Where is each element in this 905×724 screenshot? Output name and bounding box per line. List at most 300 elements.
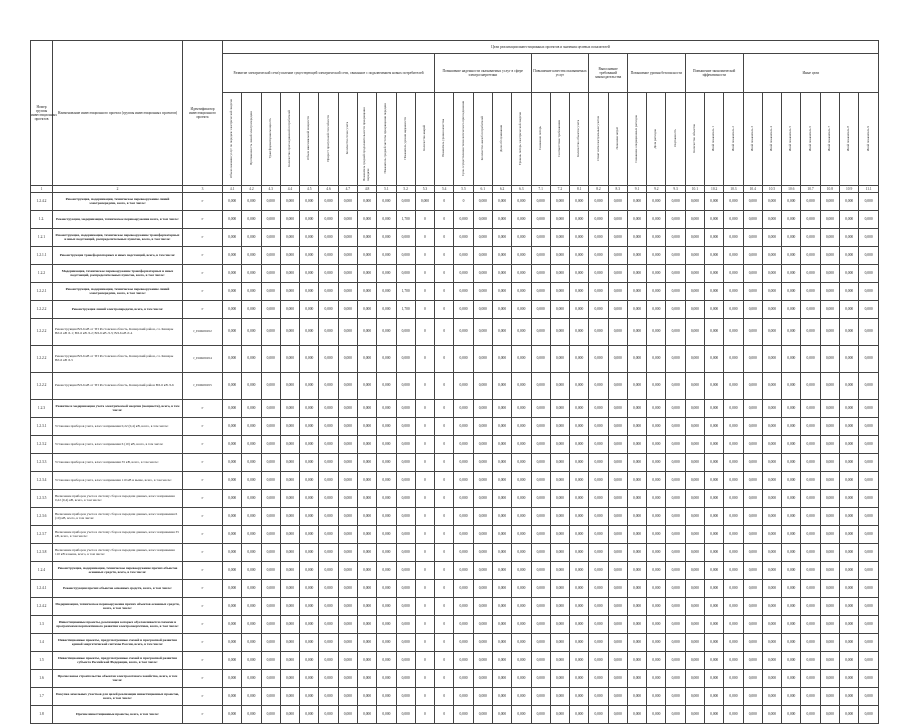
subcolumn-label: Снижение операционных расходов xyxy=(634,114,639,163)
row-value: 0 xyxy=(435,319,454,346)
row-value: 0,000 xyxy=(608,229,627,247)
row-value: 0,000 xyxy=(300,544,319,562)
row-value: 0,000 xyxy=(300,616,319,634)
row-value: 0,000 xyxy=(492,211,511,229)
row-value: 0,000 xyxy=(550,265,569,283)
row-value: 0,000 xyxy=(705,346,724,373)
row-value: 0,000 xyxy=(242,373,261,400)
row-value: 0,000 xyxy=(512,211,531,229)
row-value: 0,000 xyxy=(782,688,801,706)
row-value: 0,000 xyxy=(531,211,550,229)
row-value: 0,000 xyxy=(570,319,589,346)
row-value: 0,000 xyxy=(550,400,569,418)
row-value: 0,000 xyxy=(685,265,704,283)
row-code: 1.5 xyxy=(31,652,53,670)
row-value: 0,000 xyxy=(589,652,608,670)
row-value: 0,000 xyxy=(820,544,839,562)
row-value: 0,000 xyxy=(743,598,762,616)
row-value: 0,000 xyxy=(473,508,492,526)
row-value: 0,000 xyxy=(531,346,550,373)
row-identifier: Г xyxy=(183,418,223,436)
row-value: 0,000 xyxy=(242,706,261,724)
row-value: 0,000 xyxy=(570,346,589,373)
row-value: 0 xyxy=(435,526,454,544)
row-value: 0,000 xyxy=(724,436,743,454)
row-value: 0,000 xyxy=(685,319,704,346)
row-value: 0,000 xyxy=(242,616,261,634)
row-value: 0,000 xyxy=(570,706,589,724)
row-value: 0,000 xyxy=(801,652,820,670)
row-value: 0,000 xyxy=(647,283,666,301)
row-value: 0,000 xyxy=(647,319,666,346)
row-value: 0,000 xyxy=(743,229,762,247)
row-value: 0,000 xyxy=(762,688,781,706)
row-value: 0,000 xyxy=(492,229,511,247)
row-value: 0,000 xyxy=(338,229,357,247)
column-group-5: Повышение уровня безопасности xyxy=(627,54,685,93)
row-name: Реконструкция ВЛ-6 кВ от ТП Ростовская область, Кашарский район, сл. Кашары ВЛ-6 кВ Л-1; ВЛ-6 кВ Л-2; ВЛ-6 кВ Л-3; ВЛ-6 кВ Л-4 xyxy=(53,319,183,346)
row-value: 0,000 xyxy=(396,193,415,211)
subcolumn-header xyxy=(300,93,319,186)
row-value: 0,000 xyxy=(705,526,724,544)
row-value: 0,000 xyxy=(666,454,685,472)
row-value: 0,000 xyxy=(820,490,839,508)
column-number: 5.5 xyxy=(454,186,473,193)
row-value: 0,000 xyxy=(454,283,473,301)
column-number: 4.8 xyxy=(357,186,376,193)
row-identifier: Г xyxy=(183,598,223,616)
row-value: 0 xyxy=(435,454,454,472)
row-value: 0,000 xyxy=(724,454,743,472)
row-value: 0 xyxy=(435,652,454,670)
row-name: Инвестиционные проекты, предусмотренные схемой и программой развития субъекта Российской Федерации, всего, в том числе: xyxy=(53,652,183,670)
column-number: 6.2 xyxy=(492,186,511,193)
row-value: 0,000 xyxy=(280,454,299,472)
row-value: 0,000 xyxy=(589,616,608,634)
row-value: 0,000 xyxy=(338,247,357,265)
row-value: 0,000 xyxy=(666,616,685,634)
row-value: 0,000 xyxy=(608,490,627,508)
row-value: 0,000 xyxy=(743,688,762,706)
row-value: 0,000 xyxy=(782,283,801,301)
row-value: 0,000 xyxy=(454,580,473,598)
row-value: 0,000 xyxy=(627,490,646,508)
row-value: 0,000 xyxy=(454,454,473,472)
table-row xyxy=(31,373,879,400)
row-value: 0,000 xyxy=(338,265,357,283)
row-value: 0,000 xyxy=(724,283,743,301)
row-value: 0,000 xyxy=(512,562,531,580)
row-value: 0,000 xyxy=(261,598,280,616)
row-value: 0,000 xyxy=(801,436,820,454)
subcolumn-label: Количество присоединений потребителей xyxy=(287,109,292,167)
table-row xyxy=(31,454,879,472)
row-value: 0,000 xyxy=(840,247,859,265)
row-value: 0,000 xyxy=(782,193,801,211)
row-value: 0,000 xyxy=(570,193,589,211)
row-value: 0 xyxy=(435,211,454,229)
row-value: 0,000 xyxy=(377,706,396,724)
row-value: 0,000 xyxy=(531,634,550,652)
row-value: 0,000 xyxy=(801,688,820,706)
column-number: 10.4 xyxy=(743,186,762,193)
row-value: 0,000 xyxy=(762,544,781,562)
row-value: 1,700 xyxy=(396,283,415,301)
row-identifier: J_ПОК00452 xyxy=(183,319,223,346)
row-value: 0,000 xyxy=(589,472,608,490)
row-value: 0,000 xyxy=(570,634,589,652)
row-value: 0,000 xyxy=(512,670,531,688)
row-value: 0,000 xyxy=(338,211,357,229)
row-value: 0,000 xyxy=(377,436,396,454)
row-value: 0,000 xyxy=(357,346,376,373)
row-value: 0,000 xyxy=(319,454,338,472)
row-value: 0,000 xyxy=(782,418,801,436)
row-value: 0,000 xyxy=(357,526,376,544)
row-identifier: Г xyxy=(183,508,223,526)
row-value: 0 xyxy=(435,616,454,634)
subcolumn-header xyxy=(705,93,724,186)
row-value: 0,000 xyxy=(261,508,280,526)
row-value: 0,000 xyxy=(492,562,511,580)
row-value: 0,000 xyxy=(762,418,781,436)
row-value: 0,000 xyxy=(377,652,396,670)
row-value: 0,000 xyxy=(242,688,261,706)
subcolumn-header xyxy=(801,93,820,186)
row-value: 0,000 xyxy=(338,634,357,652)
subcolumn-label: Количество точек учета xyxy=(344,122,349,155)
row-value: 0,000 xyxy=(782,211,801,229)
row-value: 0,000 xyxy=(473,211,492,229)
row-value: 0,000 xyxy=(627,301,646,319)
subcolumn-label: Иной показатель 6 xyxy=(807,125,812,151)
subcolumn-header xyxy=(840,93,859,186)
row-value: 0,000 xyxy=(666,634,685,652)
row-value: 0,000 xyxy=(396,508,415,526)
row-value: 0,000 xyxy=(570,211,589,229)
row-value: 0,000 xyxy=(261,634,280,652)
row-value: 0,000 xyxy=(473,490,492,508)
row-value: 0,000 xyxy=(319,301,338,319)
row-name: Модернизация, техническое перевооружение трансформаторных и иных подстанций, распределительных пунктов, всего, в том числе: xyxy=(53,265,183,283)
column-number: 10.7 xyxy=(801,186,820,193)
row-value: 0,000 xyxy=(319,400,338,418)
row-value: 0,000 xyxy=(223,373,242,400)
row-value: 0,000 xyxy=(840,688,859,706)
row-value: 0,000 xyxy=(492,193,511,211)
row-value: 0 xyxy=(415,526,434,544)
row-value: 0 xyxy=(415,283,434,301)
row-value: 0,000 xyxy=(396,688,415,706)
row-value: 0,000 xyxy=(512,526,531,544)
row-value: 0,000 xyxy=(512,634,531,652)
row-value: 0,000 xyxy=(859,580,879,598)
row-value: 0,000 xyxy=(685,301,704,319)
row-value: 0,000 xyxy=(666,580,685,598)
subcolumn-label: Количество аварий xyxy=(422,125,427,152)
row-value: 0 xyxy=(435,265,454,283)
row-value: 0,000 xyxy=(782,598,801,616)
row-value: 0,000 xyxy=(261,265,280,283)
column-number: 5.2 xyxy=(396,186,415,193)
row-value: 0,000 xyxy=(261,688,280,706)
row-value: 0,000 xyxy=(724,373,743,400)
row-value: 0,000 xyxy=(396,247,415,265)
row-value: 0,000 xyxy=(647,490,666,508)
row-value: 0,000 xyxy=(319,616,338,634)
row-value: 0,000 xyxy=(512,544,531,562)
row-value: 0,000 xyxy=(801,265,820,283)
subcolumn-header xyxy=(531,93,550,186)
row-value: 0,000 xyxy=(762,652,781,670)
row-value: 0,000 xyxy=(666,301,685,319)
row-value: 0 xyxy=(435,688,454,706)
row-value: 0,000 xyxy=(743,562,762,580)
row-value: 0,000 xyxy=(223,562,242,580)
row-value: 0,000 xyxy=(531,193,550,211)
row-value: 0,000 xyxy=(512,283,531,301)
row-value: 0,000 xyxy=(396,562,415,580)
row-value: 0,000 xyxy=(396,652,415,670)
row-value: 0,000 xyxy=(357,436,376,454)
row-value: 0,000 xyxy=(820,526,839,544)
row-value: 0,000 xyxy=(473,373,492,400)
row-value: 0,000 xyxy=(801,490,820,508)
row-value: 0,000 xyxy=(280,283,299,301)
row-value: 0,000 xyxy=(570,526,589,544)
row-value: 0,000 xyxy=(647,229,666,247)
row-value: 0,000 xyxy=(319,265,338,283)
row-code: 1.2.3.6 xyxy=(31,508,53,526)
row-value: 0,000 xyxy=(319,319,338,346)
row-value: 0,000 xyxy=(685,418,704,436)
row-value: 0,000 xyxy=(801,508,820,526)
row-value: 0,000 xyxy=(859,418,879,436)
row-code: 1.2.3 xyxy=(31,400,53,418)
row-value: 0,000 xyxy=(492,454,511,472)
row-value: 0,000 xyxy=(608,346,627,373)
row-value: 0 xyxy=(435,301,454,319)
row-value: 0,000 xyxy=(377,211,396,229)
row-value: 0,000 xyxy=(705,400,724,418)
row-value: 0,000 xyxy=(705,562,724,580)
row-value: 0,000 xyxy=(859,490,879,508)
row-value: 0,000 xyxy=(705,544,724,562)
row-value: 0,000 xyxy=(261,526,280,544)
row-value: 0,000 xyxy=(531,454,550,472)
row-value: 0,000 xyxy=(570,580,589,598)
row-value: 0,000 xyxy=(743,454,762,472)
row-value: 0,000 xyxy=(647,193,666,211)
row-value: 0,000 xyxy=(454,373,473,400)
row-value: 0,000 xyxy=(531,472,550,490)
row-identifier: Г xyxy=(183,490,223,508)
row-value: 0,000 xyxy=(705,706,724,724)
row-value: 0,000 xyxy=(396,436,415,454)
row-value: 0,000 xyxy=(473,265,492,283)
row-value: 0,000 xyxy=(454,472,473,490)
row-value: 0,000 xyxy=(280,247,299,265)
row-value: 0,000 xyxy=(531,544,550,562)
column-number: 3 xyxy=(183,186,223,193)
row-value: 0,000 xyxy=(512,580,531,598)
row-value: 0,000 xyxy=(859,319,879,346)
column-group-4: Выполнение требований законодательства xyxy=(589,54,628,93)
table-row xyxy=(31,652,879,670)
row-value: 0,000 xyxy=(840,544,859,562)
row-value: 0,000 xyxy=(724,301,743,319)
row-value: 0,000 xyxy=(859,634,879,652)
column-number: 2 xyxy=(53,186,183,193)
column-group-6: Повышение экономической эффективности xyxy=(685,54,743,93)
row-value: 0,000 xyxy=(608,526,627,544)
row-value: 0,000 xyxy=(300,265,319,283)
row-value: 0,000 xyxy=(685,670,704,688)
row-value: 0,000 xyxy=(724,580,743,598)
row-value: 0,000 xyxy=(840,472,859,490)
row-value: 0,000 xyxy=(743,436,762,454)
row-code: 1.2.3.2 xyxy=(31,436,53,454)
row-value: 0,000 xyxy=(859,652,879,670)
row-value: 0,000 xyxy=(743,283,762,301)
row-value: 0,000 xyxy=(608,265,627,283)
row-value: 0,000 xyxy=(550,652,569,670)
row-value: 0,000 xyxy=(242,418,261,436)
row-value: 0,000 xyxy=(685,346,704,373)
row-value: 0 xyxy=(415,670,434,688)
row-value: 0,000 xyxy=(261,301,280,319)
row-value: 0,000 xyxy=(550,472,569,490)
row-value: 0,000 xyxy=(782,508,801,526)
row-value: 0,000 xyxy=(782,454,801,472)
row-value: 0,000 xyxy=(473,688,492,706)
subcolumn-label: Иной показатель 9 xyxy=(865,125,870,151)
row-value: 0,000 xyxy=(454,706,473,724)
row-value: 0,000 xyxy=(531,400,550,418)
row-value: 0,000 xyxy=(589,526,608,544)
row-value: 0,000 xyxy=(647,247,666,265)
row-value: 0,000 xyxy=(685,454,704,472)
row-identifier: Г xyxy=(183,562,223,580)
column-header-name: Наименование инвестиционного проекта (группы инвестиционных проектов) xyxy=(53,41,183,186)
row-value: 0,000 xyxy=(685,580,704,598)
column-group-2: Повышение надежности оказываемых услуг в сфере электроэнергетики xyxy=(435,54,531,93)
row-value: 0,000 xyxy=(338,652,357,670)
row-value: 0,000 xyxy=(705,490,724,508)
row-value: 0,000 xyxy=(377,598,396,616)
row-value: 0,000 xyxy=(840,193,859,211)
row-value: 0,000 xyxy=(319,508,338,526)
row-value: 0,000 xyxy=(647,211,666,229)
row-value: 0 xyxy=(435,490,454,508)
row-value: 0,000 xyxy=(473,562,492,580)
row-value: 0,000 xyxy=(454,508,473,526)
row-code: 1.4 xyxy=(31,634,53,652)
row-value: 0,000 xyxy=(377,265,396,283)
row-value: 0,000 xyxy=(242,319,261,346)
row-value: 0,000 xyxy=(492,472,511,490)
row-value: 0,000 xyxy=(589,490,608,508)
row-value: 0,000 xyxy=(357,670,376,688)
row-value: 0,000 xyxy=(666,265,685,283)
table-row xyxy=(31,418,879,436)
row-value: 0,000 xyxy=(242,436,261,454)
row-value: 0 xyxy=(415,211,434,229)
row-value: 0,000 xyxy=(705,670,724,688)
row-value: 0,000 xyxy=(589,247,608,265)
subcolumn-header xyxy=(608,93,627,186)
row-value: 0,000 xyxy=(647,616,666,634)
subcolumn-label: Показатель средней продолжительности прекращения передачи xyxy=(362,107,371,182)
row-value: 0,000 xyxy=(223,319,242,346)
row-value: 0,000 xyxy=(685,247,704,265)
row-value: 0,000 xyxy=(801,346,820,373)
row-name: Реконструкция, модернизация, техническое перевооружение линий электропередачи, всего, в том числе: xyxy=(53,283,183,301)
row-value: 0,000 xyxy=(512,454,531,472)
row-value: 0,000 xyxy=(570,688,589,706)
row-value: 0,000 xyxy=(512,265,531,283)
row-value: 0,000 xyxy=(627,526,646,544)
row-value: 0,000 xyxy=(338,418,357,436)
row-identifier: J_ПОК00454 xyxy=(183,346,223,373)
row-value: 0,000 xyxy=(666,211,685,229)
row-value: 0,000 xyxy=(762,490,781,508)
row-value: 0,000 xyxy=(840,418,859,436)
row-value: 0,000 xyxy=(820,265,839,283)
row-value: 0 xyxy=(435,580,454,598)
row-value: 0,000 xyxy=(242,454,261,472)
subcolumn-header xyxy=(550,93,569,186)
row-value: 0,000 xyxy=(782,472,801,490)
row-value: 0,000 xyxy=(396,229,415,247)
subcolumn-header xyxy=(280,93,299,186)
row-value: 0,000 xyxy=(782,400,801,418)
row-value: 0,000 xyxy=(223,265,242,283)
row-value: 0 xyxy=(435,598,454,616)
row-value: 0,000 xyxy=(492,436,511,454)
row-value: 0,000 xyxy=(531,526,550,544)
row-value: 0,000 xyxy=(280,598,299,616)
row-value: 0,000 xyxy=(820,211,839,229)
row-value: 0,000 xyxy=(647,436,666,454)
row-value: 0,000 xyxy=(743,193,762,211)
row-value: 0,000 xyxy=(743,418,762,436)
row-value: 0,000 xyxy=(589,580,608,598)
row-value: 0,000 xyxy=(762,634,781,652)
row-value: 0,000 xyxy=(473,652,492,670)
row-value: 0,000 xyxy=(300,319,319,346)
row-value: 0,000 xyxy=(685,706,704,724)
row-value: 0,000 xyxy=(473,229,492,247)
row-identifier: Г xyxy=(183,544,223,562)
row-value: 0,000 xyxy=(338,526,357,544)
row-value: 0,000 xyxy=(666,508,685,526)
row-value: 0,000 xyxy=(300,526,319,544)
row-value: 0,000 xyxy=(396,400,415,418)
row-value: 0,000 xyxy=(377,526,396,544)
row-value: 0,000 xyxy=(280,526,299,544)
row-value: 0,000 xyxy=(801,283,820,301)
row-value: 0,000 xyxy=(338,301,357,319)
row-value: 0,000 xyxy=(473,400,492,418)
row-value: 0,000 xyxy=(570,418,589,436)
row-value: 0,000 xyxy=(724,229,743,247)
row-value: 0,000 xyxy=(685,229,704,247)
row-value: 0,000 xyxy=(782,490,801,508)
row-value: 0,000 xyxy=(492,247,511,265)
row-value: 0,000 xyxy=(743,346,762,373)
row-identifier: Г xyxy=(183,580,223,598)
